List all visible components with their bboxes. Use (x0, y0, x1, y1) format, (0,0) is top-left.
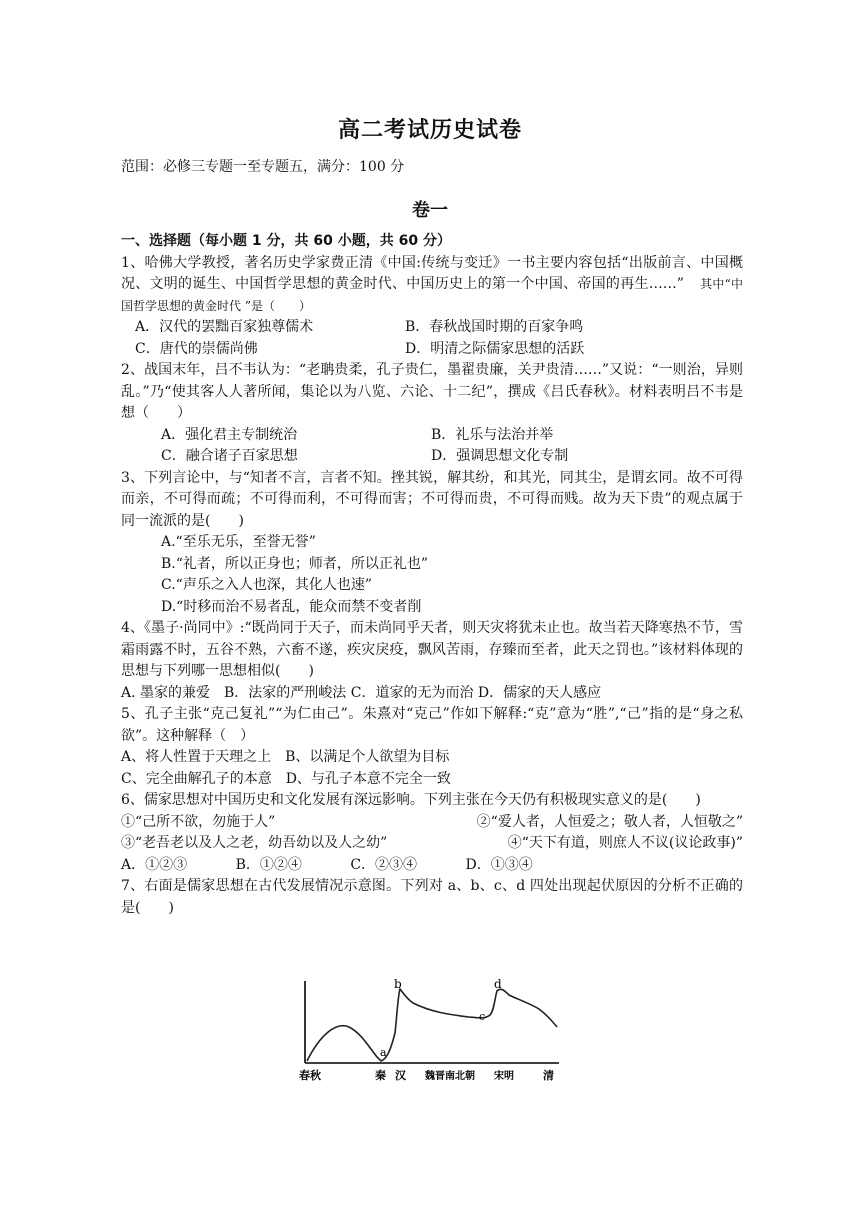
q2-option-d[interactable]: D．强调思想文化专制 (431, 448, 569, 464)
question-2: 2、战国末年，吕不韦认为：“老聃贵柔，孔子贵仁，墨翟贵廉，关尹贵清……”又说：“一则治，异则乱。”乃“使其客人人著所闻，集论以为八览、六论、十二纪”，撰成《吕氏春秋》。材料表明吕不韦是想（ ） (121, 362, 743, 421)
x-tick-label-qin: 秦 (375, 1069, 386, 1082)
question-6: 6、儒家思想对中国历史和文化发展有深远影响。下列主张在今天仍有积极现实意义的是( ) (121, 792, 701, 808)
q2-option-c[interactable]: C．融合诸子百家思想 (161, 448, 298, 464)
q6-item-3: ③“老吾老以及人之老，幼吾幼以及人之幼” (121, 835, 388, 851)
q1-option-c[interactable]: C．唐代的崇儒尚佛 (135, 340, 258, 357)
q6-option-c[interactable]: C．②③④ (350, 856, 418, 873)
point-label-c: c (479, 1010, 486, 1023)
point-label-b: b (394, 977, 402, 991)
q6-item-1: ①“己所不欲，勿施于人” (121, 813, 276, 830)
exam-title: 高二考试历史试卷 (337, 118, 522, 143)
trend-curve (307, 989, 557, 1061)
x-tick-label-han: 汉 (395, 1069, 406, 1082)
q1-option-d[interactable]: D．明清之际儒家思想的活跃 (405, 340, 585, 357)
q3-option-c[interactable]: C.“声乐之入人也深，其化人也速” (161, 577, 372, 593)
q3-option-b[interactable]: B.“礼者，所以正身也；师者，所以正礼也” (161, 555, 429, 572)
q1-option-a[interactable]: A．汉代的罢黜百家独尊儒术 (135, 319, 314, 335)
question-1-options-ab (121, 317, 743, 339)
question-1-stem-end: 其中“中国哲学思想的黄金时代 ”是（ ） (121, 277, 743, 313)
question-7: 7、右面是儒家思想在古代发展情况示意图。下列对 a、b、c、d 四处出现起伏原因的分析不正确的是( ) (121, 878, 743, 916)
question-1 (121, 253, 743, 318)
exam-scope: 范围：必修三专题一至专题五，满分：100 分 (121, 159, 405, 175)
q1-option-b[interactable]: B．春秋战国时期的百家争鸣 (405, 319, 584, 335)
q6-options (121, 855, 743, 877)
q6-option-a[interactable]: A．①②③ (121, 856, 188, 873)
q2-option-b[interactable]: B．礼乐与法治并举 (431, 426, 554, 443)
question-2-options-ab (121, 425, 743, 447)
point-label-d: d (494, 977, 502, 991)
question-4: 4、《墨子·尚同中》:“既尚同于天子，而未尚同乎天者，则天灾将犹未止也。故当若天降寒热不节，雪霜雨露不时，五谷不熟，六畜不遂，疾灾戾疫，飘风苦雨，存臻而至者，此天之罚也。”该材料体现的思想与下列哪一思想相似( ) (121, 620, 743, 679)
q6-option-d[interactable]: D．①③④ (465, 856, 533, 873)
x-tick-label-chunqiu: 春秋 (299, 1069, 321, 1082)
q6-items-12 (121, 812, 743, 834)
x-tick-label-qing: 清 (543, 1069, 554, 1082)
q6-option-b[interactable]: B．①②④ (235, 856, 302, 873)
section-heading: 一、选择题（每小题 1 分，共 60 小题，共 60 分） (121, 233, 451, 249)
q5-options-ab[interactable]: A、将人性置于天理之上 B、以满足个人欲望为目标 (121, 749, 450, 765)
q6-item-4: ④“天下有道，则庶人不议(议论政事)” (507, 835, 743, 851)
q2-option-a[interactable]: A．强化君主专制统治 (161, 426, 298, 443)
q6-item-2: ②“爱人者，人恒爱之；敬人者，人恒敬之” (476, 813, 743, 830)
question-body (121, 231, 743, 919)
q5-options-cd[interactable]: C、完全曲解孔子的本意 D、与孔子本意不完全一致 (121, 770, 451, 787)
question-1-options-cd (121, 339, 743, 361)
question-2-options-cd (121, 446, 743, 468)
question-1-stem: 1、哈佛大学教授，著名历史学家费正清《中国:传统与变迁》一书主要内容包括“出版前言、中国概况、文明的诞生、中国哲学思想的黄金时代、中国历史上的第一个中国、帝国的再生……” (121, 254, 743, 292)
x-tick-label-songming: 宋明 (494, 1071, 514, 1082)
question-3: 3、下列言论中，与“知者不言，言者不知。挫其锐，解其纷，和其光，同其尘，是谓玄同。故不可得而亲，不可得而疏；不可得而利，不可得而害；不可得而贵，不可得而贱。故为天下贵”的观点属于同一流派的是( ) (121, 469, 743, 529)
x-tick-label-weijin: 魏晋南北朝 (425, 1071, 475, 1082)
point-label-a: a (380, 1046, 387, 1059)
q3-option-a[interactable]: A.“至乐无乐，至誉无誉” (161, 534, 316, 550)
confucianism-development-chart (297, 975, 567, 1085)
q6-items-34 (121, 833, 743, 855)
volume-heading: 卷一 (412, 200, 448, 221)
q3-option-d[interactable]: D.“时移而治不易者乱，能众而禁不变者削 (161, 598, 422, 615)
q4-options[interactable]: A. 墨家的兼爱 B．法家的严刑峻法 C．道家的无为而治 D．儒家的天人感应 (121, 684, 602, 701)
question-5: 5、孔子主张“克己复礼”“为仁由己”。朱熹对“克己”作如下解释:“克”意为“胜”,“己”指的是“身之私欲”。这种解释（ ） (121, 706, 743, 744)
